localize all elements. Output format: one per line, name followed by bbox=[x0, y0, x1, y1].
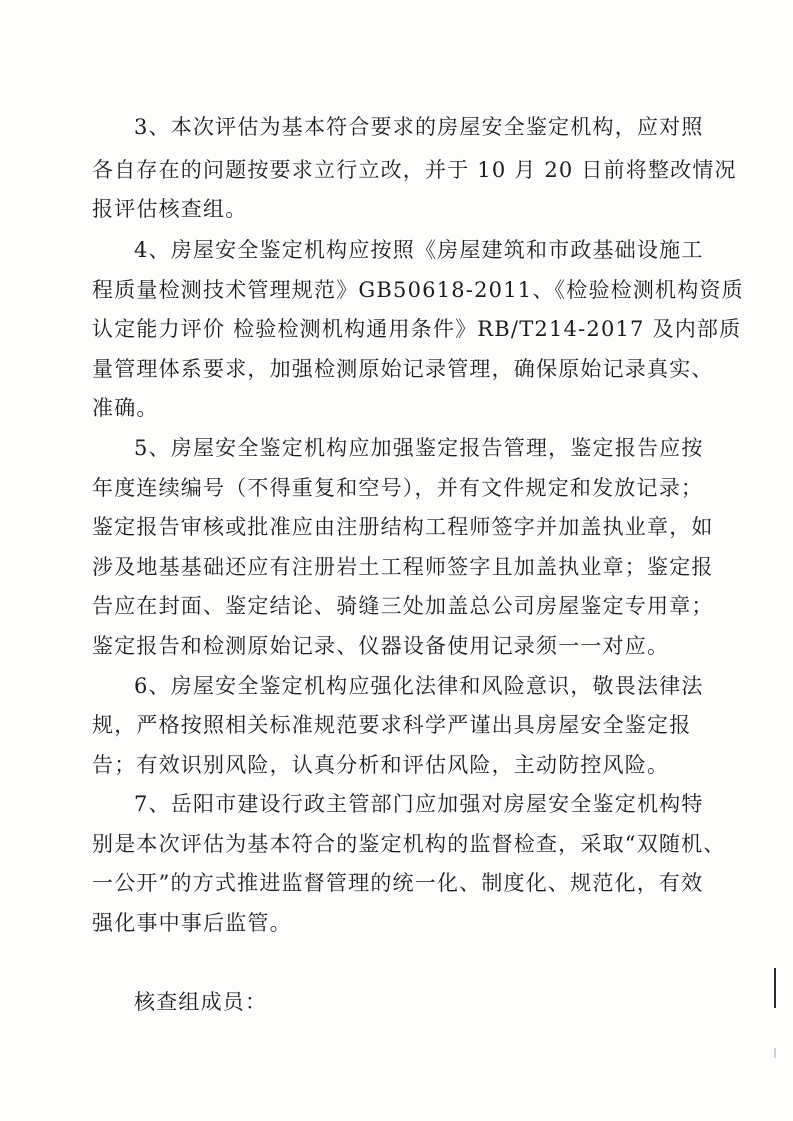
text-line: 程质量检测技术管理规范》GB50618-2011、《检验检测机构资质 bbox=[92, 278, 744, 302]
text-line: 涉及地基基础还应有注册岩土工程师签字且加盖执业章；鉴定报 bbox=[92, 555, 714, 579]
text-line: 5、房屋安全鉴定机构应加强鉴定报告管理，鉴定报告应按 bbox=[134, 436, 704, 460]
text-line: 规，严格按照相关标准规范要求科学严谨出具房屋安全鉴定报 bbox=[92, 713, 692, 737]
text-line: 报评估核查组。 bbox=[92, 197, 248, 221]
text-line: 鉴定报告和检测原始记录、仪器设备使用记录须一一对应。 bbox=[92, 634, 670, 658]
text-line: 各自存在的问题按要求立行立改，并于 10 月 20 日前将整改情况 bbox=[92, 158, 737, 182]
text-line: 别是本次评估为基本符合的鉴定机构的监督检查，采取“双随机、 bbox=[92, 832, 726, 856]
text-line: 7、岳阳市建设行政主管部门应加强对房屋安全鉴定机构特 bbox=[134, 792, 704, 816]
signature-label: 核查组成员： bbox=[134, 990, 268, 1014]
text-line: 6、房屋安全鉴定机构应强化法律和风险意识，敬畏法律法 bbox=[134, 674, 704, 698]
text-line: 年度连续编号（不得重复和空号），并有文件规定和发放记录； bbox=[92, 476, 704, 500]
text-line: 强化事中事后监管。 bbox=[92, 911, 292, 935]
text-line: 准确。 bbox=[92, 396, 159, 420]
text-line: 3、本次评估为基本符合要求的房屋安全鉴定机构，应对照 bbox=[134, 115, 704, 139]
text-line: 量管理体系要求，加强检测原始记录管理，确保原始记录真实、 bbox=[92, 357, 714, 381]
text-line: 4、房屋安全鉴定机构应按照《房屋建筑和市政基础设施工 bbox=[134, 238, 704, 262]
text-line: 鉴定报告审核或批准应由注册结构工程师签字并加盖执业章，如 bbox=[92, 515, 714, 539]
text-line: 告；有效识别风险，认真分析和评估风险，主动防控风险。 bbox=[92, 753, 670, 777]
text-line: 认定能力评价 检验检测机构通用条件》RB/T214-2017 及内部质 bbox=[92, 317, 742, 341]
text-line: 一公开”的方式推进监督管理的统一化、制度化、规范化，有效 bbox=[92, 871, 704, 895]
scan-edge-dot bbox=[774, 1048, 776, 1058]
text-line: 告应在封面、鉴定结论、骑缝三处加盖总公司房屋鉴定专用章； bbox=[92, 594, 714, 618]
scan-edge-mark bbox=[774, 968, 776, 1008]
